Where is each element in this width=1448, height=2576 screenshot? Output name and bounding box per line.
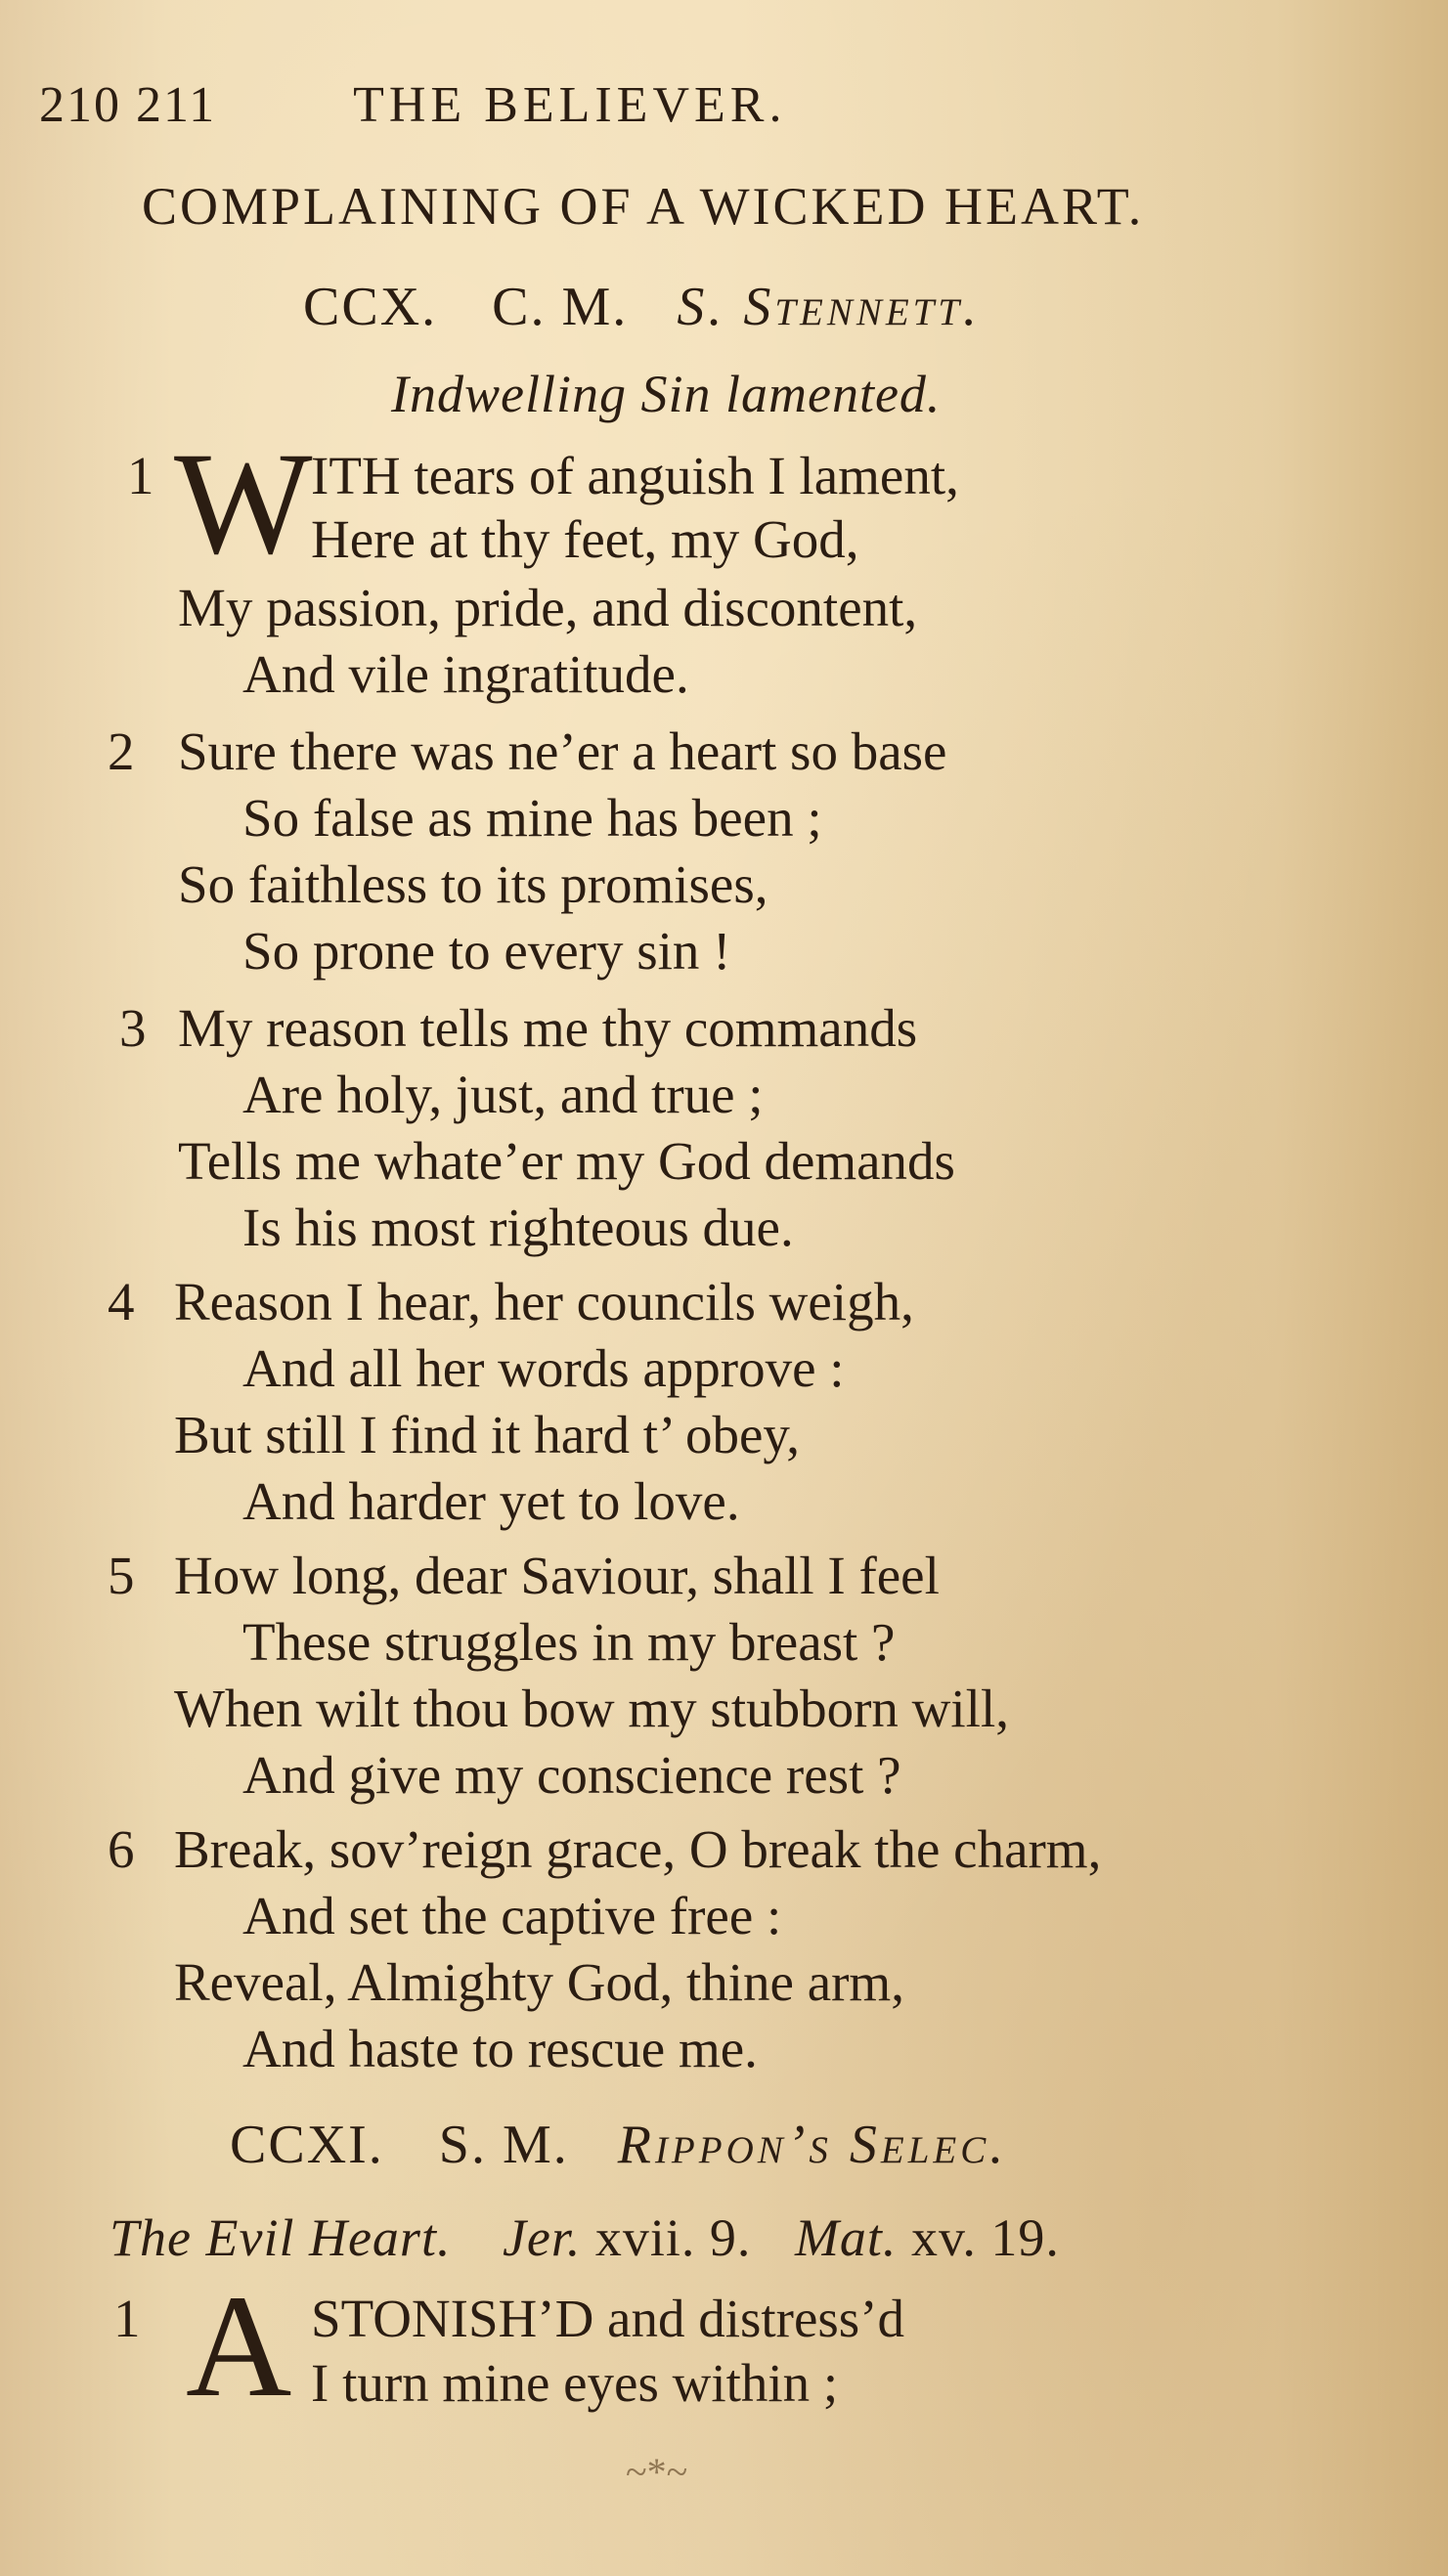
verse-line: And harder yet to love. [242,1471,740,1531]
verse-line: And all her words approve : [242,1338,845,1398]
verse-line: Is his most righteous due. [242,1198,794,1257]
verse-line: I turn mine eyes within ; [311,2353,839,2413]
verse-line: Tells me whate’er my God demands [178,1131,955,1191]
hymn-211-subtitle [110,2207,1060,2268]
verse-line: And give my conscience rest ? [242,1745,901,1805]
verse-number: 6 [108,1819,135,1879]
running-head [39,76,786,134]
verse-line: My passion, pride, and discontent, [178,578,918,637]
verse-line: So prone to every sin ! [242,921,731,981]
verse-number: 5 [108,1546,135,1605]
hymn-meter: C. M. [492,277,629,337]
hymn-211-header [230,2114,1007,2176]
subtitle-title: The Evil Heart. [110,2208,452,2267]
hymn-author: Rippon’s Selec. [617,2115,1008,2175]
page-numbers: 210 211 [39,77,217,133]
hymn-number: CCXI. [230,2115,384,2175]
verse-line: Here at thy feet, my God, [311,509,859,569]
hymn-author: S. Stennett. [677,277,982,337]
verse-line: ITH tears of anguish I lament, [311,446,959,505]
scripture-location: xvii. 9. [594,2208,752,2267]
hymn-210-header [303,276,981,338]
verse-line: Are holy, just, and true ; [242,1065,764,1124]
verse-number: 4 [108,1272,135,1332]
verse-line: When wilt thou bow my stubborn will, [174,1679,1009,1738]
verse-line: Reason I hear, her councils weigh, [174,1272,914,1332]
verse-line: And haste to rescue me. [242,2019,758,2078]
verse-line: And set the captive free : [242,1886,782,1945]
drop-cap: W [174,422,313,585]
section-heading: COMPLAINING OF A WICKED HEART. [142,177,1145,236]
running-title: THE BELIEVER. [353,77,787,133]
printers-ornament: ~*~ [626,2450,688,2494]
verse-line: Reveal, Almighty God, thine arm, [174,1952,904,2012]
scripture-book: Jer. [502,2208,582,2267]
verse-line: But still I find it hard t’ obey, [174,1405,801,1464]
verse-line: These struggles in my breast ? [242,1612,896,1672]
verse-line: STONISH’D and distress’d [311,2289,905,2348]
drop-cap: A [186,2265,292,2427]
scripture-book: Mat. [794,2208,898,2267]
verse-number: 1 [127,446,154,505]
verse-line: My reason tells me thy commands [178,998,918,1058]
verse-line: And vile ingratitude. [242,644,689,704]
hymn-210-subtitle: Indwelling Sin lamented. [391,365,942,423]
verse-number: 3 [119,998,147,1058]
verse-line: So false as mine has been ; [242,788,822,848]
verse-line: How long, dear Saviour, shall I feel [174,1546,940,1605]
verse-line: Break, sov’reign grace, O break the charm, [174,1819,1102,1879]
hymn-number: CCX. [303,277,438,337]
verse-number: 2 [108,721,135,781]
verse-line: So faithless to its promises, [178,854,768,914]
verse-line: Sure there was ne’er a heart so base [178,721,947,781]
hymn-meter: S. M. [438,2115,569,2175]
verse-number: 1 [113,2289,141,2348]
scripture-location: xv. 19. [910,2208,1060,2267]
